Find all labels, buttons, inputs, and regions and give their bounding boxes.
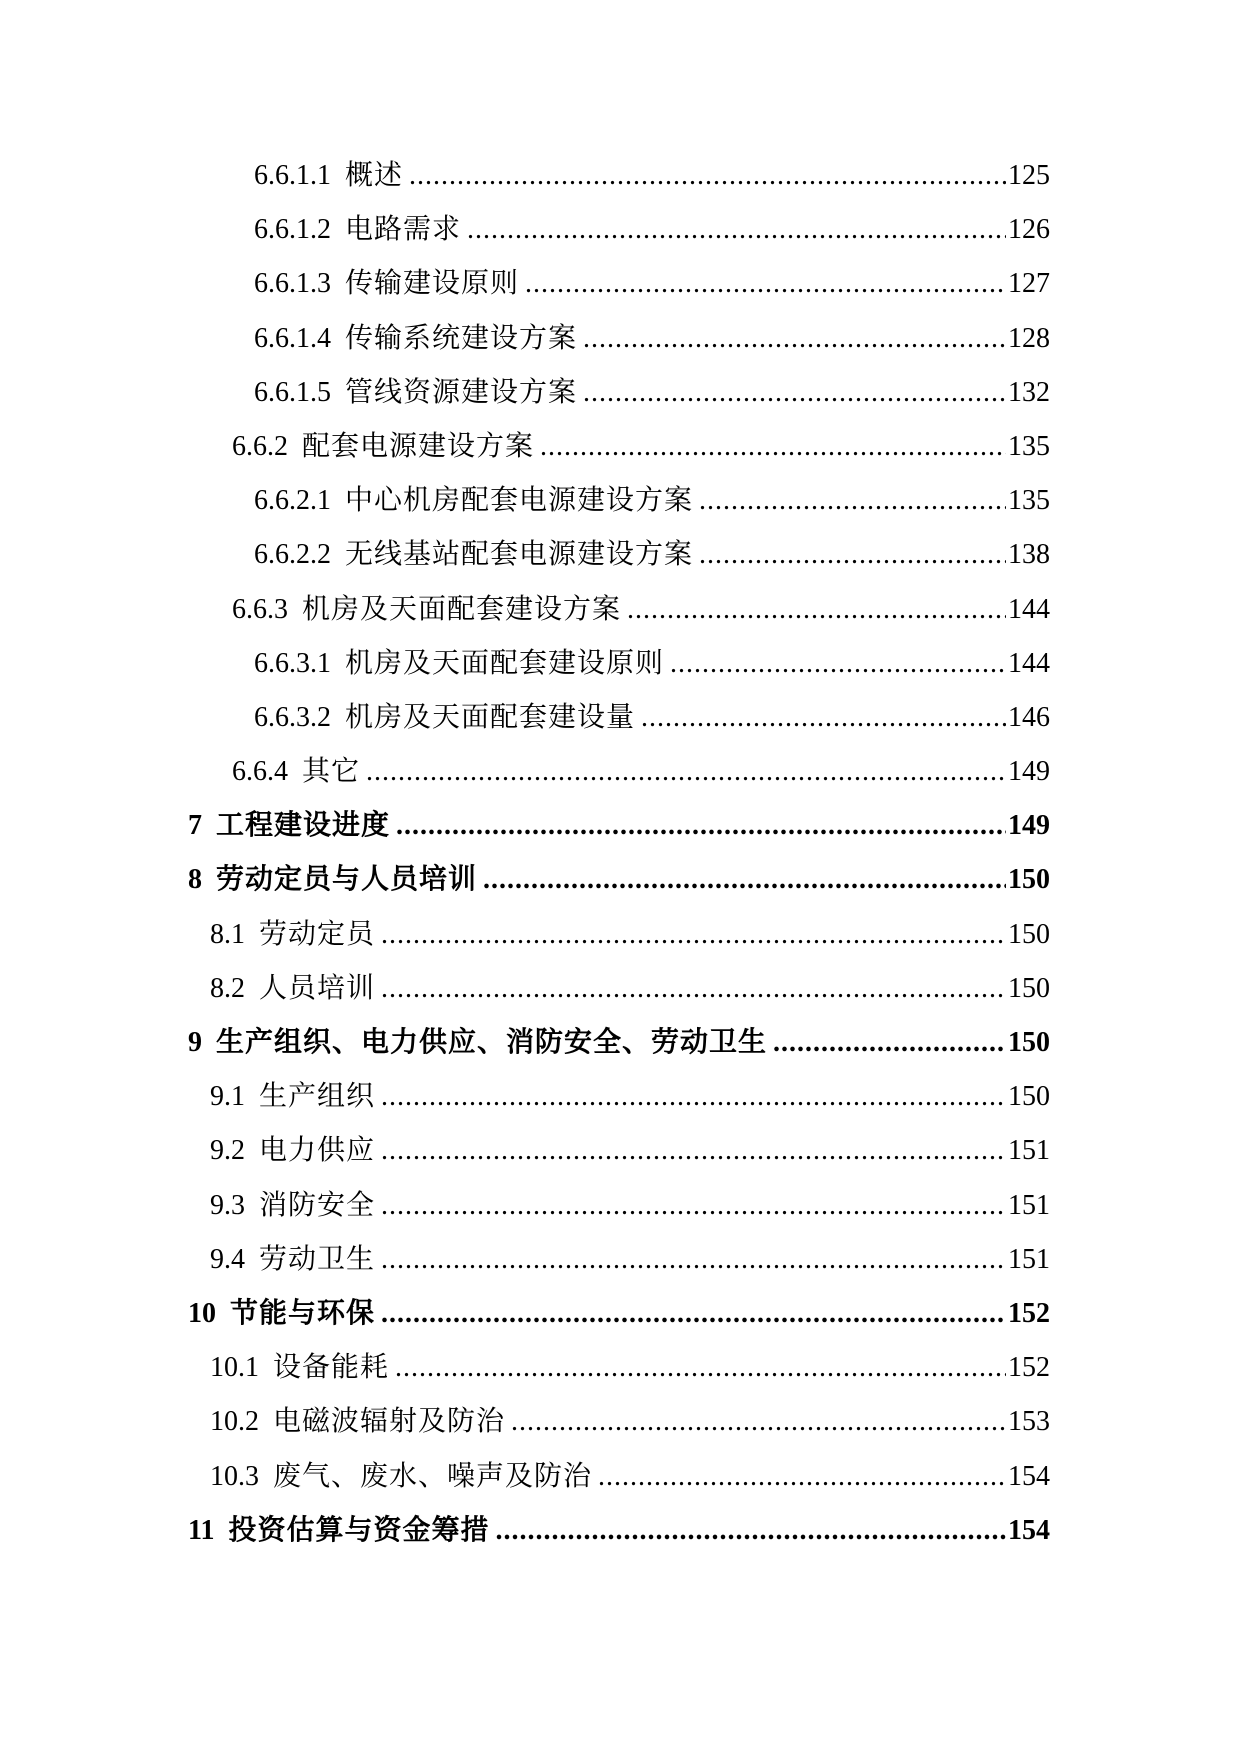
toc-entry-page-number: 154 [1008,1514,1050,1546]
toc-entry-page-number: 135 [1008,485,1050,517]
toc-entry[interactable] [0,427,1241,481]
toc-entry[interactable] [0,210,1241,264]
toc-entry[interactable] [0,969,1241,1023]
toc-dot-leader [381,1240,1006,1280]
toc-entry-number: 10 [188,1297,216,1329]
toc-dot-leader [381,1186,1006,1226]
toc-entry-page-number: 144 [1008,647,1050,679]
toc-dot-leader [381,915,1006,955]
toc-entry-title: 劳动卫生 [259,1243,376,1275]
toc-dot-leader [381,1131,1006,1171]
toc-entry-title: 配套电源建设方案 [302,430,535,462]
toc-entry-title: 中心机房配套电源建设方案 [345,485,694,517]
toc-entry-page-number: 152 [1008,1297,1050,1329]
toc-entry[interactable] [0,156,1241,210]
toc-entry-title: 机房及天面配套建设方案 [302,593,622,625]
toc-entry-number: 10.2 [210,1406,259,1438]
toc-entry-title: 消防安全 [259,1189,376,1221]
toc-dot-leader [641,698,1006,738]
toc-entry-number: 8 [188,864,202,896]
toc-entry-page-number: 149 [1008,810,1050,842]
toc-entry-page-number: 150 [1008,972,1050,1004]
toc-dot-leader [773,1023,1006,1063]
toc-entry-number: 6.6.1.2 [254,214,331,246]
toc-entry-page-number: 154 [1008,1460,1050,1492]
toc-entry-title: 劳动定员 [259,918,376,950]
table-of-contents [0,156,1241,1565]
toc-entry-number: 6.6.2.1 [254,485,331,517]
toc-dot-leader [395,1348,1006,1388]
toc-entry[interactable] [0,860,1241,914]
toc-entry[interactable] [0,1402,1241,1456]
toc-entry[interactable] [0,1511,1241,1565]
toc-entry-number: 9.2 [210,1135,245,1167]
toc-dot-leader [627,590,1006,630]
toc-entry-page-number: 150 [1008,1027,1050,1058]
toc-entry[interactable] [0,1294,1241,1348]
toc-dot-leader [467,210,1006,250]
toc-entry-page-number: 150 [1008,864,1050,896]
toc-dot-leader [381,1294,1006,1334]
toc-entry-number: 6.6.3.2 [254,701,331,733]
toc-entry-page-number: 150 [1008,918,1050,950]
toc-entry-page-number: 149 [1008,756,1050,788]
toc-entry-page-number: 146 [1008,701,1050,733]
toc-entry[interactable] [0,1023,1241,1077]
toc-dot-leader [699,481,1006,521]
toc-entry-number: 6.6.2.2 [254,539,331,571]
toc-entry[interactable] [0,1348,1241,1402]
toc-entry-title: 机房及天面配套建设原则 [345,647,665,679]
toc-entry-page-number: 151 [1008,1243,1050,1275]
toc-entry-title: 投资估算与资金筹措 [228,1514,490,1546]
toc-entry-title: 工程建设进度 [216,810,391,842]
toc-entry-number: 11 [188,1514,215,1546]
toc-dot-leader [598,1457,1006,1497]
toc-dot-leader [583,319,1006,359]
toc-dot-leader [483,860,1006,900]
toc-entry-page-number: 128 [1008,322,1050,354]
toc-dot-leader [366,752,1006,792]
toc-entry-title: 电磁波辐射及防治 [273,1406,506,1438]
toc-entry[interactable] [0,752,1241,806]
toc-entry[interactable] [0,1186,1241,1240]
toc-entry-title: 其它 [302,756,361,788]
toc-entry-page-number: 151 [1008,1189,1050,1221]
toc-entry-title: 电路需求 [345,214,462,246]
toc-entry-title: 概述 [345,160,404,191]
toc-entry[interactable] [0,1131,1241,1185]
toc-entry-number: 6.6.1.4 [254,322,331,354]
toc-entry-page-number: 127 [1008,268,1050,300]
toc-entry[interactable] [0,481,1241,535]
toc-entry-title: 人员培训 [259,972,376,1004]
toc-entry[interactable] [0,1240,1241,1294]
toc-entry[interactable] [0,319,1241,373]
toc-entry-number: 10.3 [210,1460,259,1492]
toc-entry-number: 8.1 [210,918,245,950]
toc-entry-title: 管线资源建设方案 [345,376,578,408]
toc-entry[interactable] [0,264,1241,318]
toc-entry[interactable] [0,698,1241,752]
toc-dot-leader [525,264,1006,304]
toc-entry[interactable] [0,806,1241,860]
toc-entry-title: 设备能耗 [273,1352,390,1384]
toc-entry-page-number: 150 [1008,1081,1050,1113]
toc-entry-number: 6.6.1.5 [254,376,331,408]
toc-entry-number: 9.1 [210,1081,245,1113]
toc-entry-title: 机房及天面配套建设量 [345,701,636,733]
toc-entry-title: 生产组织 [259,1081,376,1113]
toc-entry-number: 6.6.1.1 [254,160,331,191]
toc-entry-number: 6.6.3.1 [254,647,331,679]
toc-entry-page-number: 153 [1008,1406,1050,1438]
toc-entry-number: 9 [188,1027,202,1058]
toc-entry-page-number: 151 [1008,1135,1050,1167]
toc-entry-number: 9.3 [210,1189,245,1221]
toc-dot-leader [583,373,1006,413]
toc-entry[interactable] [0,535,1241,589]
toc-entry-title: 传输建设原则 [345,268,520,300]
toc-dot-leader [381,1077,1006,1117]
toc-dot-leader [670,644,1006,684]
toc-entry-number: 6.6.3 [232,593,288,625]
toc-entry-page-number: 125 [1008,160,1050,191]
toc-entry-title: 节能与环保 [230,1297,376,1329]
toc-dot-leader [540,427,1006,467]
toc-entry-page-number: 126 [1008,214,1050,246]
toc-entry-page-number: 152 [1008,1352,1050,1384]
toc-entry-number: 6.6.2 [232,430,288,462]
toc-entry[interactable] [0,590,1241,644]
toc-entry-title: 电力供应 [259,1135,376,1167]
toc-dot-leader [699,535,1006,575]
toc-entry-title: 传输系统建设方案 [345,322,578,354]
toc-entry-page-number: 132 [1008,376,1050,408]
toc-dot-leader [495,1511,1006,1551]
toc-entry[interactable] [0,373,1241,427]
toc-entry-page-number: 138 [1008,539,1050,571]
toc-entry-title: 无线基站配套电源建设方案 [345,539,694,571]
toc-entry-number: 7 [188,810,202,842]
toc-dot-leader [396,806,1006,846]
toc-entry-number: 10.1 [210,1352,259,1384]
toc-entry-page-number: 144 [1008,593,1050,625]
toc-entry[interactable] [0,1457,1241,1511]
toc-entry-title: 生产组织、电力供应、消防安全、劳动卫生 [216,1027,768,1058]
toc-entry[interactable] [0,644,1241,698]
toc-entry-number: 6.6.4 [232,756,288,788]
toc-dot-leader [511,1402,1006,1442]
toc-dot-leader [381,969,1006,1009]
toc-entry-title: 劳动定员与人员培训 [216,864,478,896]
toc-entry[interactable] [0,915,1241,969]
toc-entry-number: 8.2 [210,972,245,1004]
toc-entry-number: 6.6.1.3 [254,268,331,300]
toc-dot-leader [409,156,1006,196]
toc-entry[interactable] [0,1077,1241,1131]
toc-entry-number: 9.4 [210,1243,245,1275]
toc-entry-page-number: 135 [1008,430,1050,462]
toc-entry-title: 废气、废水、噪声及防治 [273,1460,593,1492]
